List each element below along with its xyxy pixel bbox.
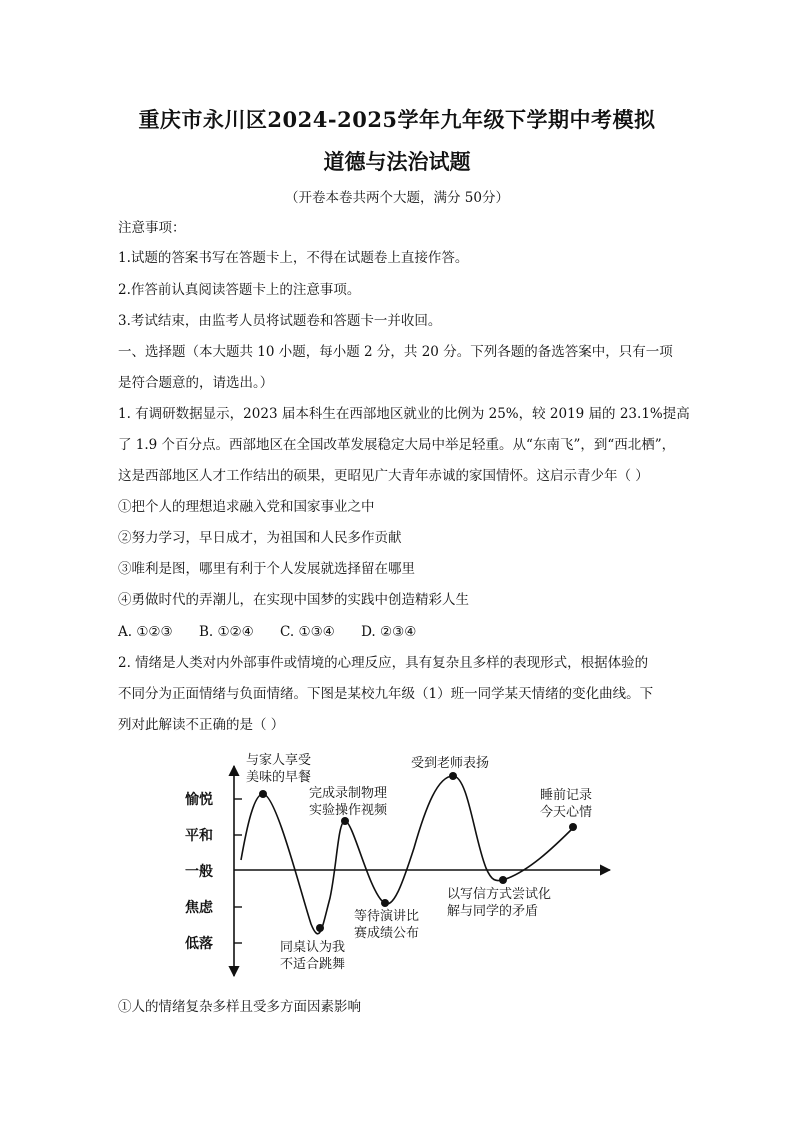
option-b[interactable]: B. ①②④: [198, 624, 254, 640]
exam-title: 重庆市永川区2024-2025学年九年级下学期中考模拟: [138, 107, 656, 132]
data-point: [316, 924, 324, 932]
annotation-breakfast: 与家人享受: [246, 753, 312, 768]
question-2-text: 列对此解读不正确的是（ ）: [118, 717, 285, 733]
annotation-breakfast: 美味的早餐: [246, 770, 312, 785]
y-level-label: 平和: [185, 828, 213, 844]
y-level-label: 愉悦: [185, 792, 213, 808]
option-c[interactable]: C. ①③④: [280, 624, 335, 640]
data-point: [341, 817, 349, 825]
question-1-statement: ③唯利是图，哪里有利于个人发展就选择留在哪里: [118, 561, 415, 577]
question-1-options: [118, 622, 438, 642]
annotation-praise: 受到老师表扬: [411, 756, 490, 771]
annotation-diary: 睡前记录: [540, 788, 593, 803]
question-1-statement: ②努力学习，早日成才，为祖国和人民多作贡献: [118, 530, 402, 546]
section-heading-cont: 是符合题意的，请选出。）: [118, 375, 274, 391]
y-level-label: 一般: [185, 864, 213, 880]
annotation-diary: 今天心情: [540, 805, 593, 820]
question-1-text: 这是西部地区人才工作结出的硕果，更昭见广大青年赤诚的家国情怀。这启示青少年（ ）: [118, 468, 649, 484]
exam-subject-title: 道德与法治试题: [323, 149, 471, 174]
annotation-video: 完成录制物理: [309, 786, 388, 801]
data-point: [381, 899, 389, 907]
option-a[interactable]: A. ①②③: [118, 624, 173, 640]
notice-item: 2.作答前认真阅读答题卡上的注意事项。: [118, 282, 361, 298]
exam-subtitle: （开卷本卷共两个大题，满分 50分）: [285, 190, 509, 206]
option-d[interactable]: D. ②③④: [361, 624, 417, 640]
section-heading: 一、选择题（本大题共 10 小题，每小题 2 分，共 20 分。下列各题的备选答案中，只有一项: [118, 344, 673, 360]
emotion-curve-chart: [178, 748, 618, 983]
annotation-deskmate: 同桌认为我: [280, 940, 346, 955]
question-1-text: 1. 有调研数据显示，2023 届本科生在西部地区就业的比例为 25%，较 2019 届的 23.1%提高: [118, 406, 690, 422]
annotation-waiting: 等待演讲比: [354, 909, 420, 924]
notice-item: 1.试题的答案书写在答题卡上，不得在试题卷上直接作答。: [118, 250, 469, 266]
question-1-statement: ④勇做时代的弄潮儿，在实现中国梦的实践中创造精彩人生: [118, 592, 469, 608]
question-1-text: 了 1.9 个百分点。西部地区在全国改革发展稳定大局中举足轻重。从“东南飞”，到“西北栖”，: [118, 437, 676, 453]
y-level-label: 低落: [185, 936, 213, 952]
question-2-text: 不同分为正面情绪与负面情绪。下图是某校九年级（1）班一同学某天情绪的变化曲线。下: [118, 686, 654, 702]
data-point: [499, 876, 507, 884]
y-level-label: 焦虑: [185, 900, 213, 916]
notice-heading: 注意事项：: [118, 220, 186, 236]
question-1-statement: ①把个人的理想追求融入党和国家事业之中: [118, 499, 375, 515]
question-2-text: 2. 情绪是人类对内外部事件或情境的心理反应，具有复杂且多样的表现形式，根据体验的: [118, 655, 649, 671]
annotation-waiting: 赛成绩公布: [354, 926, 420, 941]
annotation-video: 实验操作视频: [309, 803, 388, 818]
annotation-letter: 以写信方式尝试化: [447, 887, 552, 902]
data-point: [259, 790, 267, 798]
data-point: [449, 772, 457, 780]
annotation-deskmate: 不适合跳舞: [280, 957, 346, 972]
data-point: [569, 823, 577, 831]
notice-item: 3.考试结束，由监考人员将试题卷和答题卡一并收回。: [118, 313, 442, 329]
question-2-statement: ①人的情绪复杂多样且受多方面因素影响: [118, 999, 361, 1015]
annotation-letter: 解与同学的矛盾: [447, 904, 539, 919]
